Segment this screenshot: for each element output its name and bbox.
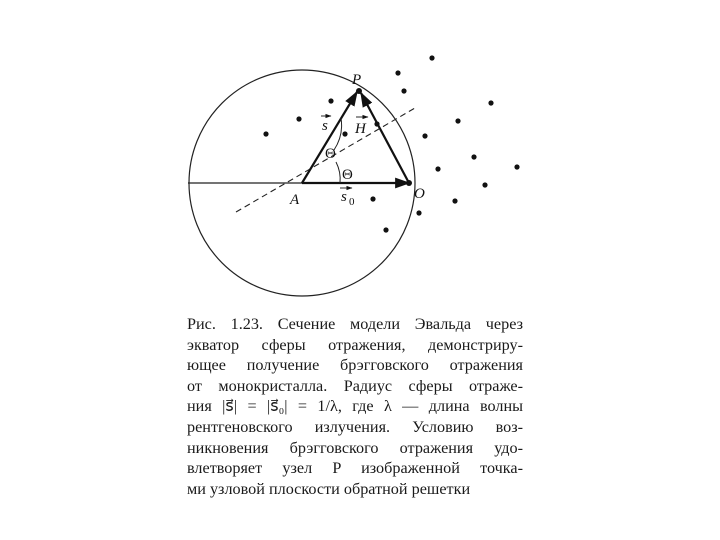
lattice-point xyxy=(482,182,487,187)
lattice-point xyxy=(383,227,388,232)
lattice-point xyxy=(342,131,347,136)
label-theta-upper: Θ xyxy=(325,146,336,162)
svg-text:s: s xyxy=(341,189,347,205)
lattice-point xyxy=(471,154,476,159)
angle-arc-theta-lower xyxy=(336,162,340,183)
label-vector-h xyxy=(354,117,368,137)
lattice-point xyxy=(452,198,457,203)
lattice-point xyxy=(416,210,421,215)
reciprocal-lattice-points xyxy=(263,55,519,232)
lattice-point xyxy=(488,100,493,105)
caption-line: от монокристалла. Радиус сферы отраже- xyxy=(187,376,523,395)
caption-line: рентгеновского излучения. Условию воз- xyxy=(187,417,523,436)
lattice-point xyxy=(429,55,434,60)
caption-line: ми узловой плоскости обратной решетки xyxy=(187,479,471,498)
lattice-point xyxy=(455,118,460,123)
caption-line: экватор сферы отражения, демонстриру- xyxy=(187,335,523,354)
svg-text:0: 0 xyxy=(349,196,355,208)
svg-text:H: H xyxy=(355,121,366,137)
figure-caption xyxy=(187,314,523,499)
label-a: A xyxy=(290,192,300,208)
caption-line: ния |s⃗| = |s⃗₀| = 1/λ, где λ — длина волны xyxy=(187,397,523,416)
lattice-point xyxy=(395,70,400,75)
point-p-dot xyxy=(356,88,362,94)
label-o: O xyxy=(414,186,425,202)
lattice-point xyxy=(263,131,268,136)
lattice-point xyxy=(328,98,333,103)
label-theta-lower: Θ xyxy=(342,167,353,183)
svg-text:s: s xyxy=(322,118,328,134)
caption-line: никновения брэгговского отражения удо- xyxy=(187,438,523,457)
lattice-point xyxy=(435,166,440,171)
caption-line: Рис. 1.23. Сечение модели Эвальда через xyxy=(187,315,523,333)
caption-line: ющее получение брэгговского отражения xyxy=(187,356,523,375)
lattice-point xyxy=(370,196,375,201)
point-o-dot xyxy=(406,180,412,186)
lattice-point xyxy=(422,133,427,138)
lattice-point xyxy=(514,164,519,169)
label-vector-s xyxy=(321,116,331,134)
lattice-point xyxy=(401,88,406,93)
lattice-point xyxy=(296,116,301,121)
label-p: P xyxy=(352,72,362,88)
caption-line: влетворяет узел P изображенной точка- xyxy=(187,459,523,478)
label-vector-s0 xyxy=(340,188,355,208)
